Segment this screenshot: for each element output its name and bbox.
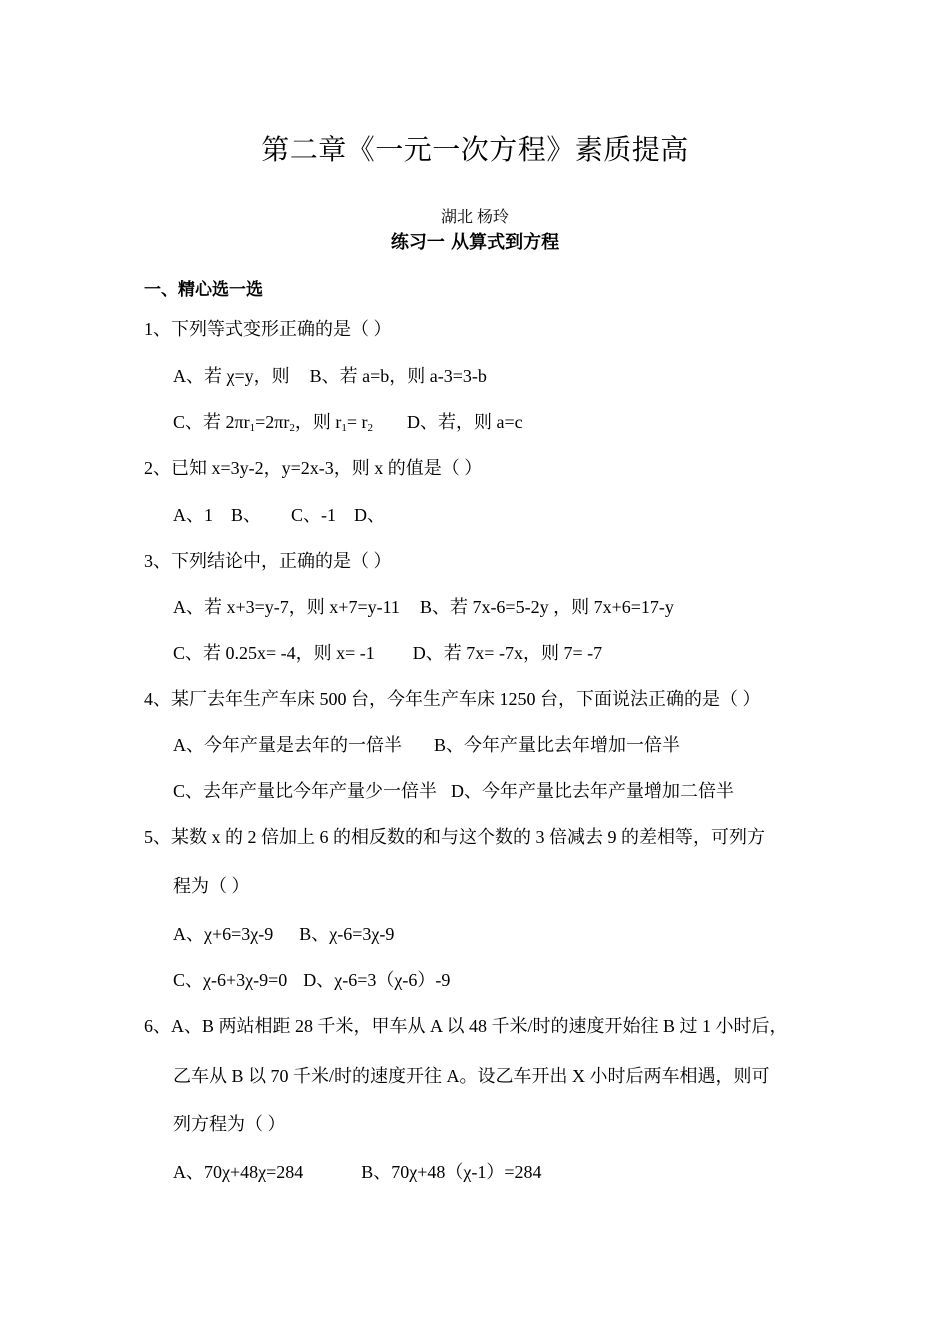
subscript: 1 <box>341 422 347 434</box>
question-1-options-cd <box>173 410 523 440</box>
question-6-stem-line1: 6、A、B 两站相距 28 千米，甲车从 A 以 48 千米/时的速度开始往 B 过 1 小时后， <box>144 1016 788 1036</box>
question-4-options-cd <box>173 779 734 803</box>
question-4-options-ab <box>173 733 680 757</box>
option-d: D、今年产量比去年产量增加二倍半 <box>451 781 735 801</box>
option-b: B、今年产量比去年增加一倍半 <box>434 735 681 755</box>
option-a: A、若 x+3=y-7，则 x+7=y-11 <box>173 597 400 617</box>
option-d: D、 <box>354 505 386 525</box>
option-c <box>173 412 373 432</box>
option-b: B、χ-6=3χ-9 <box>299 924 395 944</box>
option-c: C、若 0.25x= -4，则 x= -1 <box>173 643 375 663</box>
option-c-part: C、若 2πr <box>173 412 250 432</box>
option-b: B、若 7x-6=5-2y ，则 7x+6=17-y <box>419 597 674 617</box>
page-title: 第二章《一元一次方程》素质提高 <box>261 133 689 166</box>
question-6-stem-line3: 列方程为（ ） <box>173 1114 286 1134</box>
question-3-stem: 3、下列结论中，正确的是（ ） <box>144 551 392 571</box>
exercise-subtitle: 练习一 从算式到方程 <box>390 232 560 253</box>
question-6-options-ab <box>173 1160 542 1184</box>
option-d: D、若 7x= -7x，则 7= -7 <box>412 643 603 663</box>
option-b: B、 <box>231 505 262 525</box>
question-5-options-ab <box>173 922 394 946</box>
question-5-stem-line1: 5、某数 x 的 2 倍加上 6 的相反数的和与这个数的 3 倍减去 9 的差相等，可列方 <box>144 827 765 847</box>
question-4-stem: 4、某厂去年生产车床 500 台，今年生产车床 1250 台，下面说法正确的是（ ） <box>144 689 761 709</box>
section-heading: 一、精心选一选 <box>144 280 263 300</box>
option-d: D、χ-6=3（χ-6）-9 <box>303 970 451 990</box>
question-3-options-cd <box>173 641 602 665</box>
question-6-stem-line2: 乙车从 B 以 70 千米/时的速度开往 A。设乙车开出 X 小时后两车相遇，则可 <box>173 1066 770 1086</box>
option-b: B、70χ+48（χ-1）=284 <box>361 1162 542 1182</box>
option-c: C、χ-6+3χ-9=0 <box>173 970 288 990</box>
question-2-stem: 2、已知 x=3y-2，y=2x-3，则 x 的值是（ ） <box>144 458 483 478</box>
question-5-stem-line2: 程为（ ） <box>173 876 250 896</box>
option-a: A、若 χ=y，则 <box>173 366 290 386</box>
option-c: C、去年产量比今年产量少一倍半 <box>173 781 438 801</box>
subscript: 2 <box>367 422 373 434</box>
option-c: C、-1 <box>291 505 337 525</box>
option-c-part: = r <box>346 412 368 432</box>
option-a: A、70χ+48χ=284 <box>173 1162 304 1182</box>
author-line: 湖北 杨玲 <box>440 209 509 226</box>
subscript: 1 <box>249 422 256 434</box>
option-d: D、若，则 a=c <box>406 412 523 432</box>
option-a: A、χ+6=3χ-9 <box>173 924 274 944</box>
option-c-part: =2πr <box>255 412 290 432</box>
option-c-part: ，则 r <box>294 412 342 432</box>
question-5-options-cd <box>173 968 450 992</box>
question-1-stem: 1、下列等式变形正确的是（ ） <box>144 319 392 339</box>
subscript: 2 <box>289 422 295 434</box>
question-2-options <box>173 503 385 527</box>
question-1-options-ab <box>173 364 487 388</box>
option-a: A、今年产量是去年的一倍半 <box>173 735 402 755</box>
option-b: B、若 a=b，则 a-3=3-b <box>309 366 487 386</box>
question-3-options-ab <box>173 595 674 619</box>
option-a: A、1 <box>173 505 213 525</box>
